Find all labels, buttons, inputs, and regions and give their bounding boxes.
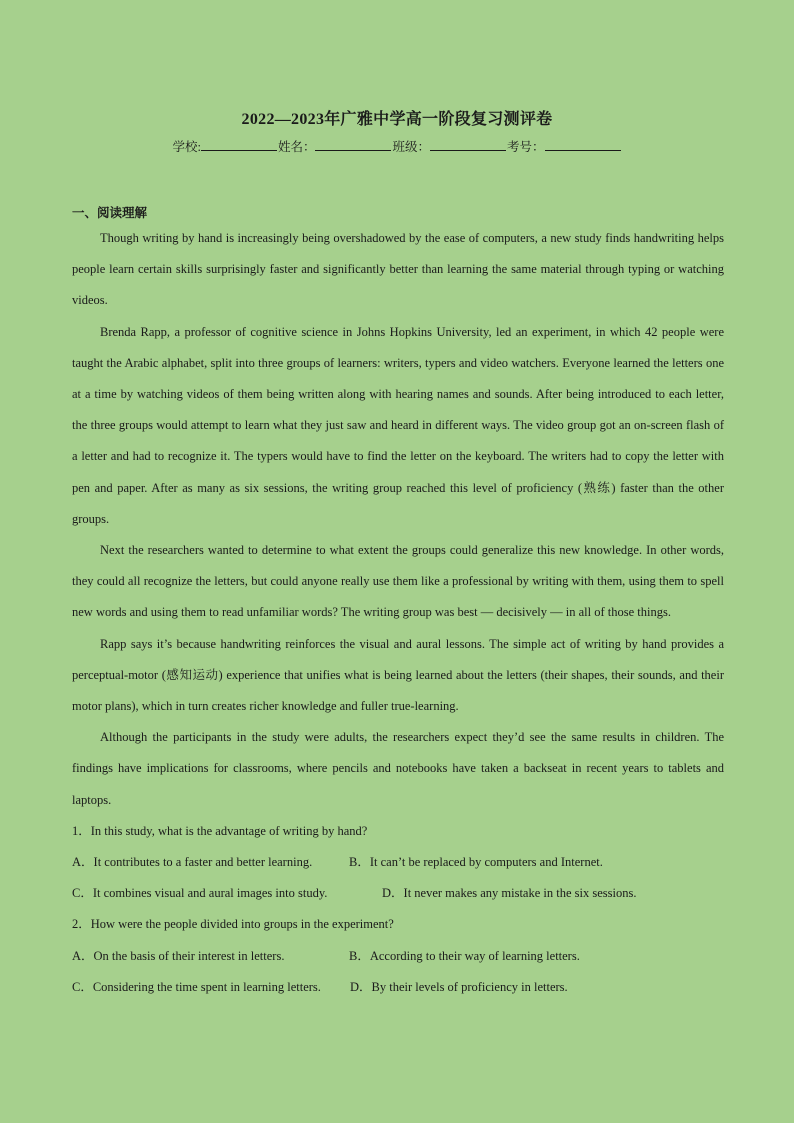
passage-paragraph: Rapp says it’s because handwriting reinforces the visual and aural lessons. The simple act of writing by hand provides a perceptual-motor (感知运动) experience that unifies what is being learned about the letters (their shapes, their sounds, and their motor plans), which in turn creates richer knowledge and fuller true-learning. — [72, 636, 724, 714]
class-label: 班级： — [392, 140, 430, 154]
option-row — [72, 847, 724, 878]
passage-paragraph: Though writing by hand is increasingly being overshadowed by the ease of computers, a new study finds handwriting helps people learn certain skills surprisingly faster and significantly better than learning the same material through typing or watching videos. — [72, 231, 724, 308]
option-c[interactable]: C．It combines visual and aural images into study. — [72, 886, 328, 901]
option-row — [72, 972, 724, 1003]
school-blank — [201, 138, 277, 151]
exam-no-blank — [545, 138, 621, 151]
passage-paragraph: Brenda Rapp, a professor of cognitive science in Johns Hopkins University, led an experiment, in which 42 people were taught the Arabic alphabet, split into three groups of learners: writers, typers and video watchers. Everyone learned the letters one at a time by watching videos of them being written along with hearing names and sounds. After being introduced to each letter, the three groups would attempt to learn what they just saw and heard in different ways. The video group got an on-screen flash of a letter and had to recognize it. The typers would have to find the letter on the keyboard. The writers had to copy the letter with pen and paper. After as many as six sessions, the writing group reached this level of proficiency (熟练) faster than the other groups. — [72, 324, 724, 526]
option-a[interactable]: A．It contributes to a faster and better learning. — [72, 855, 313, 870]
option-c[interactable]: C．Considering the time spent in learning letters. — [72, 979, 321, 994]
option-d[interactable]: D．By their levels of proficiency in letters. — [350, 979, 568, 994]
question-stem: 1．In this study, what is the advantage of writing by hand? — [72, 823, 368, 838]
exam-no-label: 考号： — [507, 140, 545, 154]
option-a[interactable]: A．On the basis of their interest in letters. — [72, 948, 285, 963]
passage-paragraph: Next the researchers wanted to determine to what extent the groups could generalize this new knowledge. In other words, they could all recognize the letters, but could anyone really use them like a professional by writing with them, using them to spell new words and using them to read unfamiliar words? The writing group was best — decisively — in all of those things. — [72, 543, 724, 620]
name-blank — [315, 138, 391, 151]
question-stem: 2．How were the people divided into groups in the experiment? — [72, 917, 394, 932]
passage-paragraph: Although the participants in the study were adults, the researchers expect they’d see the same results in children. The findings have implications for classrooms, where pencils and notebooks have taken a backseat in recent years to tablets and laptops. — [72, 730, 724, 807]
option-b[interactable]: B．It can’t be replaced by computers and Internet. — [349, 855, 603, 870]
student-info-line — [0, 137, 794, 155]
option-b[interactable]: B．According to their way of learning letters. — [349, 948, 580, 963]
reading-content — [72, 223, 724, 1003]
option-row — [72, 878, 724, 909]
class-blank — [430, 138, 506, 151]
option-d[interactable]: D．It never makes any mistake in the six sessions. — [382, 886, 637, 901]
exam-title: 2022—2023年广雅中学高一阶段复习测评卷 — [241, 111, 553, 128]
school-label: 学校: — [172, 140, 201, 154]
section-heading: 一、阅读理解 — [72, 206, 148, 220]
option-row — [72, 941, 724, 972]
name-label: 姓名： — [277, 140, 316, 154]
